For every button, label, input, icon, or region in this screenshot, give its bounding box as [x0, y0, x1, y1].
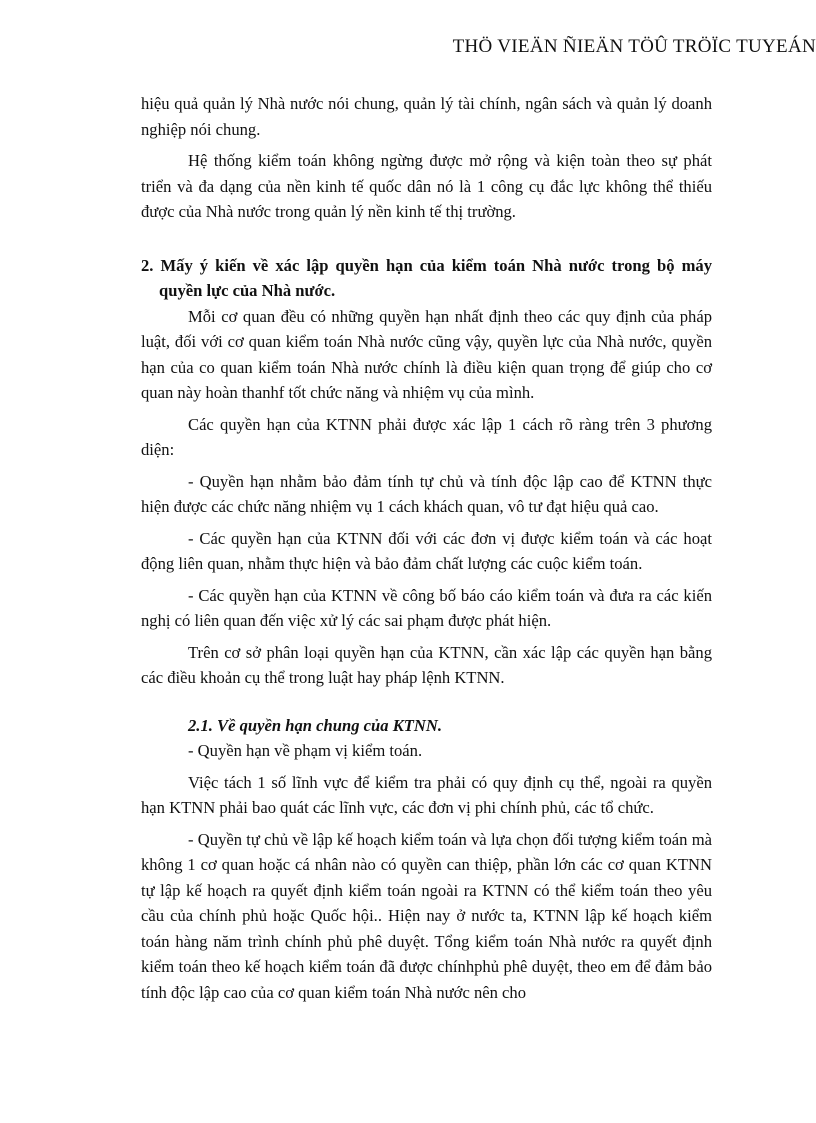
subsection-heading-2-1: 2.1. Về quyền hạn chung của KTNN. [188, 715, 443, 735]
page-header-title: THÖ VIEÄN ÑIEÄN TÖÛ TRÖÏC TUYEÁN [452, 36, 816, 57]
bullet-paragraph: - Quyền hạn nhằm bảo đảm tính tự chủ và tính độc lập cao để KTNN thực hiện được các chức năng nhiệm vụ 1 cách khách quan, vô tư đạt hiệu quả cao. [141, 471, 712, 516]
bullet-paragraph: - Các quyền hạn của KTNN đối với các đơn vị được kiểm toán và các hoạt động liên quan, nhằm thực hiện và bảo đảm chất lượng các cuộc kiểm toán. [141, 528, 712, 573]
bullet-paragraph: - Các quyền hạn của KTNN về công bố báo cáo kiểm toán và đưa ra các kiến nghị có liên quan đến việc xử lý các sai phạm được phát hiện. [141, 585, 712, 630]
paragraph: Mỗi cơ quan đều có những quyền hạn nhất định theo các quy định của pháp luật, đối với cơ quan kiểm toán Nhà nước cũng vậy, quyền lực của Nhà nước, quyền hạn của co quan kiểm toán Nhà nước chính là điều kiện quan trọng để giúp cho cơ quan này hoàn thanhf tốt chức năng và nhiệm vụ của mình. [141, 306, 712, 402]
document-body [141, 91, 712, 1005]
paragraph: Việc tách 1 số lĩnh vực để kiểm tra phải có quy định cụ thể, ngoài ra quyền hạn KTNN phải bao quát các lĩnh vực, các đơn vị phi chính phủ, các tổ chức. [141, 772, 712, 817]
bullet-paragraph: - Quyền tự chủ về lập kế hoạch kiểm toán và lựa chọn đối tượng kiểm toán mà không 1 cơ quan hoặc cá nhân nào có quyền can thiệp, phần lớn các cơ quan KTNN tự lập kế hoạch ra quyết định kiểm toán ngoài ra KTNN có thể kiểm toán theo yêu cầu của chính phủ hoặc Quốc hội.. Hiện nay ở nước ta, KTNN lập kế hoạch kiểm toán hàng năm trình chính phủ phê duyệt. Tổng kiểm toán Nhà nước ra quyết định kiểm toán theo kế hoạch kiểm toán đã được chínhphủ phê duyệt, theo em để đảm bảo tính độc lập cao của cơ quan kiểm toán Nhà nước nên cho [141, 829, 712, 1002]
bullet-paragraph: - Quyền hạn về phạm vị kiểm toán. [188, 741, 423, 760]
section-heading-2: 2. Mấy ý kiến về xác lập quyền hạn của kiểm toán Nhà nước trong bộ máy quyền lực của Nhà nước. [141, 255, 712, 300]
paragraph: Trên cơ sở phân loại quyền hạn của KTNN, cần xác lập các quyền hạn bằng các điều khoản cụ thể trong luật hay pháp lệnh KTNN. [141, 642, 712, 687]
paragraph: Các quyền hạn của KTNN phải được xác lập 1 cách rõ ràng trên 3 phương diện: [141, 414, 712, 459]
paragraph-continuation: hiệu quả quản lý Nhà nước nói chung, quản lý tài chính, ngân sách và quản lý doanh nghiệp nói chung. [141, 94, 712, 139]
paragraph: Hệ thống kiểm toán không ngừng được mở rộng và kiện toàn theo sự phát triển và đa dạng của nền kinh tế quốc dân nó là 1 công cụ đắc lực không thể thiếu được của Nhà nước trong quản lý nền kinh tế thị trường. [141, 151, 712, 221]
